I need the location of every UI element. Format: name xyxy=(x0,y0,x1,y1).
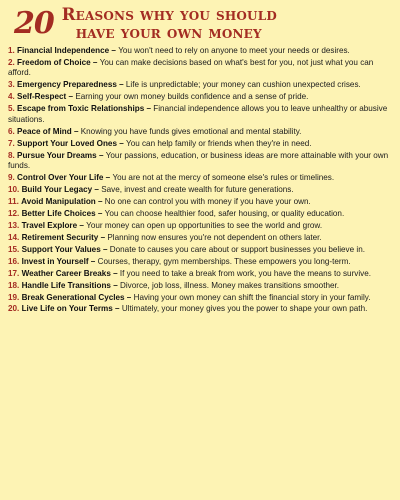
item-heading: Support Your Loved Ones xyxy=(17,138,117,148)
item-heading: Financial Independence xyxy=(17,46,110,55)
item-heading: Escape from Toxic Relationships xyxy=(17,104,145,114)
item-number: 15. xyxy=(8,244,20,254)
item-body: Knowing you have funds gives emotional and mental stability. xyxy=(80,126,302,136)
list-item xyxy=(8,304,392,314)
item-body: Ultimately, your money gives you the power to shape your own path. xyxy=(121,304,368,314)
list-item xyxy=(8,139,392,149)
item-body: Financial independence allows you to leave unhealthy or abusive situations. xyxy=(8,104,388,124)
item-heading: Support Your Values xyxy=(21,244,101,254)
item-heading: Break Generational Cycles xyxy=(21,292,125,302)
item-number: 16. xyxy=(8,256,20,266)
list-item xyxy=(8,46,392,56)
item-heading: Retirement Security xyxy=(21,232,99,242)
item-heading: Handle Life Transitions xyxy=(21,280,111,290)
list-item xyxy=(8,173,392,183)
item-heading: Self-Respect xyxy=(17,92,67,102)
item-body: Your money can open up opportunities to see the world and grow. xyxy=(86,220,323,230)
item-number: 14. xyxy=(8,232,20,242)
item-separator: – xyxy=(116,138,127,148)
item-number: 2. xyxy=(8,57,15,67)
item-separator: – xyxy=(112,304,122,314)
item-heading: Live Life on Your Terms xyxy=(21,304,113,314)
list-item xyxy=(8,293,392,303)
item-number: 18. xyxy=(8,280,20,290)
item-separator: – xyxy=(92,184,102,194)
list-item xyxy=(8,197,392,207)
item-body: You can make decisions based on what's best for you, not just what you can afford. xyxy=(8,57,374,78)
item-number: 9. xyxy=(8,172,15,182)
list-item xyxy=(8,104,392,125)
item-number: 8. xyxy=(8,150,15,160)
item-body: Earning your own money builds confidence and a sense of pride. xyxy=(75,92,309,102)
item-heading: Control Over Your Life xyxy=(17,172,104,182)
item-body: You can help family or friends when they're in need. xyxy=(126,138,312,148)
item-number: 1. xyxy=(8,46,15,55)
item-heading: Invest in Yourself xyxy=(21,256,89,266)
list-item xyxy=(8,257,392,267)
list-item xyxy=(8,127,392,137)
item-number: 17. xyxy=(8,268,20,278)
item-body: Courses, therapy, gym memberships. These empowers you long-term. xyxy=(97,256,351,266)
item-number: 3. xyxy=(8,80,15,90)
item-body: Having your own money can shift the financial story in your family. xyxy=(133,292,371,302)
item-separator: – xyxy=(116,80,126,90)
item-number: 19. xyxy=(8,292,20,302)
item-separator: – xyxy=(144,104,154,114)
item-separator: – xyxy=(71,126,81,136)
item-heading: Avoid Manipulation xyxy=(21,196,96,206)
list-item xyxy=(8,233,392,243)
item-separator: – xyxy=(88,256,98,266)
item-number: 7. xyxy=(8,138,15,148)
list-item xyxy=(8,281,392,291)
list-item xyxy=(8,185,392,195)
item-number: 4. xyxy=(8,92,15,102)
item-body: Save, invest and create wealth for future generations. xyxy=(101,184,294,194)
item-heading: Weather Career Breaks xyxy=(21,268,111,278)
item-body: If you need to take a break from work, you have the means to survive. xyxy=(119,268,371,278)
item-separator: – xyxy=(90,57,100,67)
item-number: 12. xyxy=(8,208,20,218)
item-number: 13. xyxy=(8,220,20,230)
item-number: 5. xyxy=(8,104,15,114)
item-heading: Emergency Preparedness xyxy=(17,80,117,90)
list-item xyxy=(8,245,392,255)
item-separator: – xyxy=(77,220,87,230)
item-separator: – xyxy=(103,172,113,182)
item-number: 10. xyxy=(8,184,20,194)
list-item xyxy=(8,80,392,90)
list-item xyxy=(8,151,392,172)
item-heading: Freedom of Choice xyxy=(17,57,91,67)
item-body: No one can control you with money if you have your own. xyxy=(104,196,311,206)
item-body: Your passions, education, or business ideas are more attainable with your own funds. xyxy=(8,150,389,171)
list-item xyxy=(8,269,392,279)
item-heading: Travel Explore xyxy=(21,220,78,230)
item-heading: Better Life Choices xyxy=(21,208,96,218)
item-separator: – xyxy=(96,150,106,160)
header xyxy=(8,4,392,44)
item-separator: – xyxy=(110,280,120,290)
item-number: 11. xyxy=(8,196,19,206)
item-separator: – xyxy=(98,232,108,242)
item-body: Life is unpredictable; your money can cushion unexpected crises. xyxy=(125,80,361,90)
item-separator: – xyxy=(95,196,105,206)
item-heading: Peace of Mind xyxy=(17,126,72,136)
list-item xyxy=(8,92,392,102)
item-body: Divorce, job loss, illness. Money makes transitions smoother. xyxy=(120,280,340,290)
title-line-2: have your own money xyxy=(75,23,262,42)
item-number: 6. xyxy=(8,126,15,136)
item-body: You are not at the mercy of someone else's rules or timelines. xyxy=(112,172,335,182)
item-separator: – xyxy=(110,268,120,278)
item-separator: – xyxy=(124,292,134,302)
item-separator: – xyxy=(66,92,76,102)
item-number: 20. xyxy=(8,304,20,314)
item-body: You won't need to rely on anyone to meet your needs or desires. xyxy=(118,46,350,55)
item-heading: Build Your Legacy xyxy=(21,184,93,194)
list-item xyxy=(8,221,392,231)
item-body: Planning now ensures you're not dependent on others later. xyxy=(107,232,322,242)
item-separator: – xyxy=(100,244,110,254)
title-number: 20 xyxy=(14,6,54,41)
list-item xyxy=(8,209,392,219)
title-block xyxy=(62,6,277,42)
item-separator: – xyxy=(95,208,105,218)
item-heading: Pursue Your Dreams xyxy=(17,150,97,160)
item-separator: – xyxy=(109,46,119,55)
title-line-1: Reasons why you should xyxy=(61,5,277,24)
item-body: Donate to causes you care about or support businesses you believe in. xyxy=(109,244,365,254)
reasons-list xyxy=(8,46,392,315)
list-item xyxy=(8,58,392,79)
item-body: You can choose healthier food, safer housing, or quality education. xyxy=(104,208,345,218)
